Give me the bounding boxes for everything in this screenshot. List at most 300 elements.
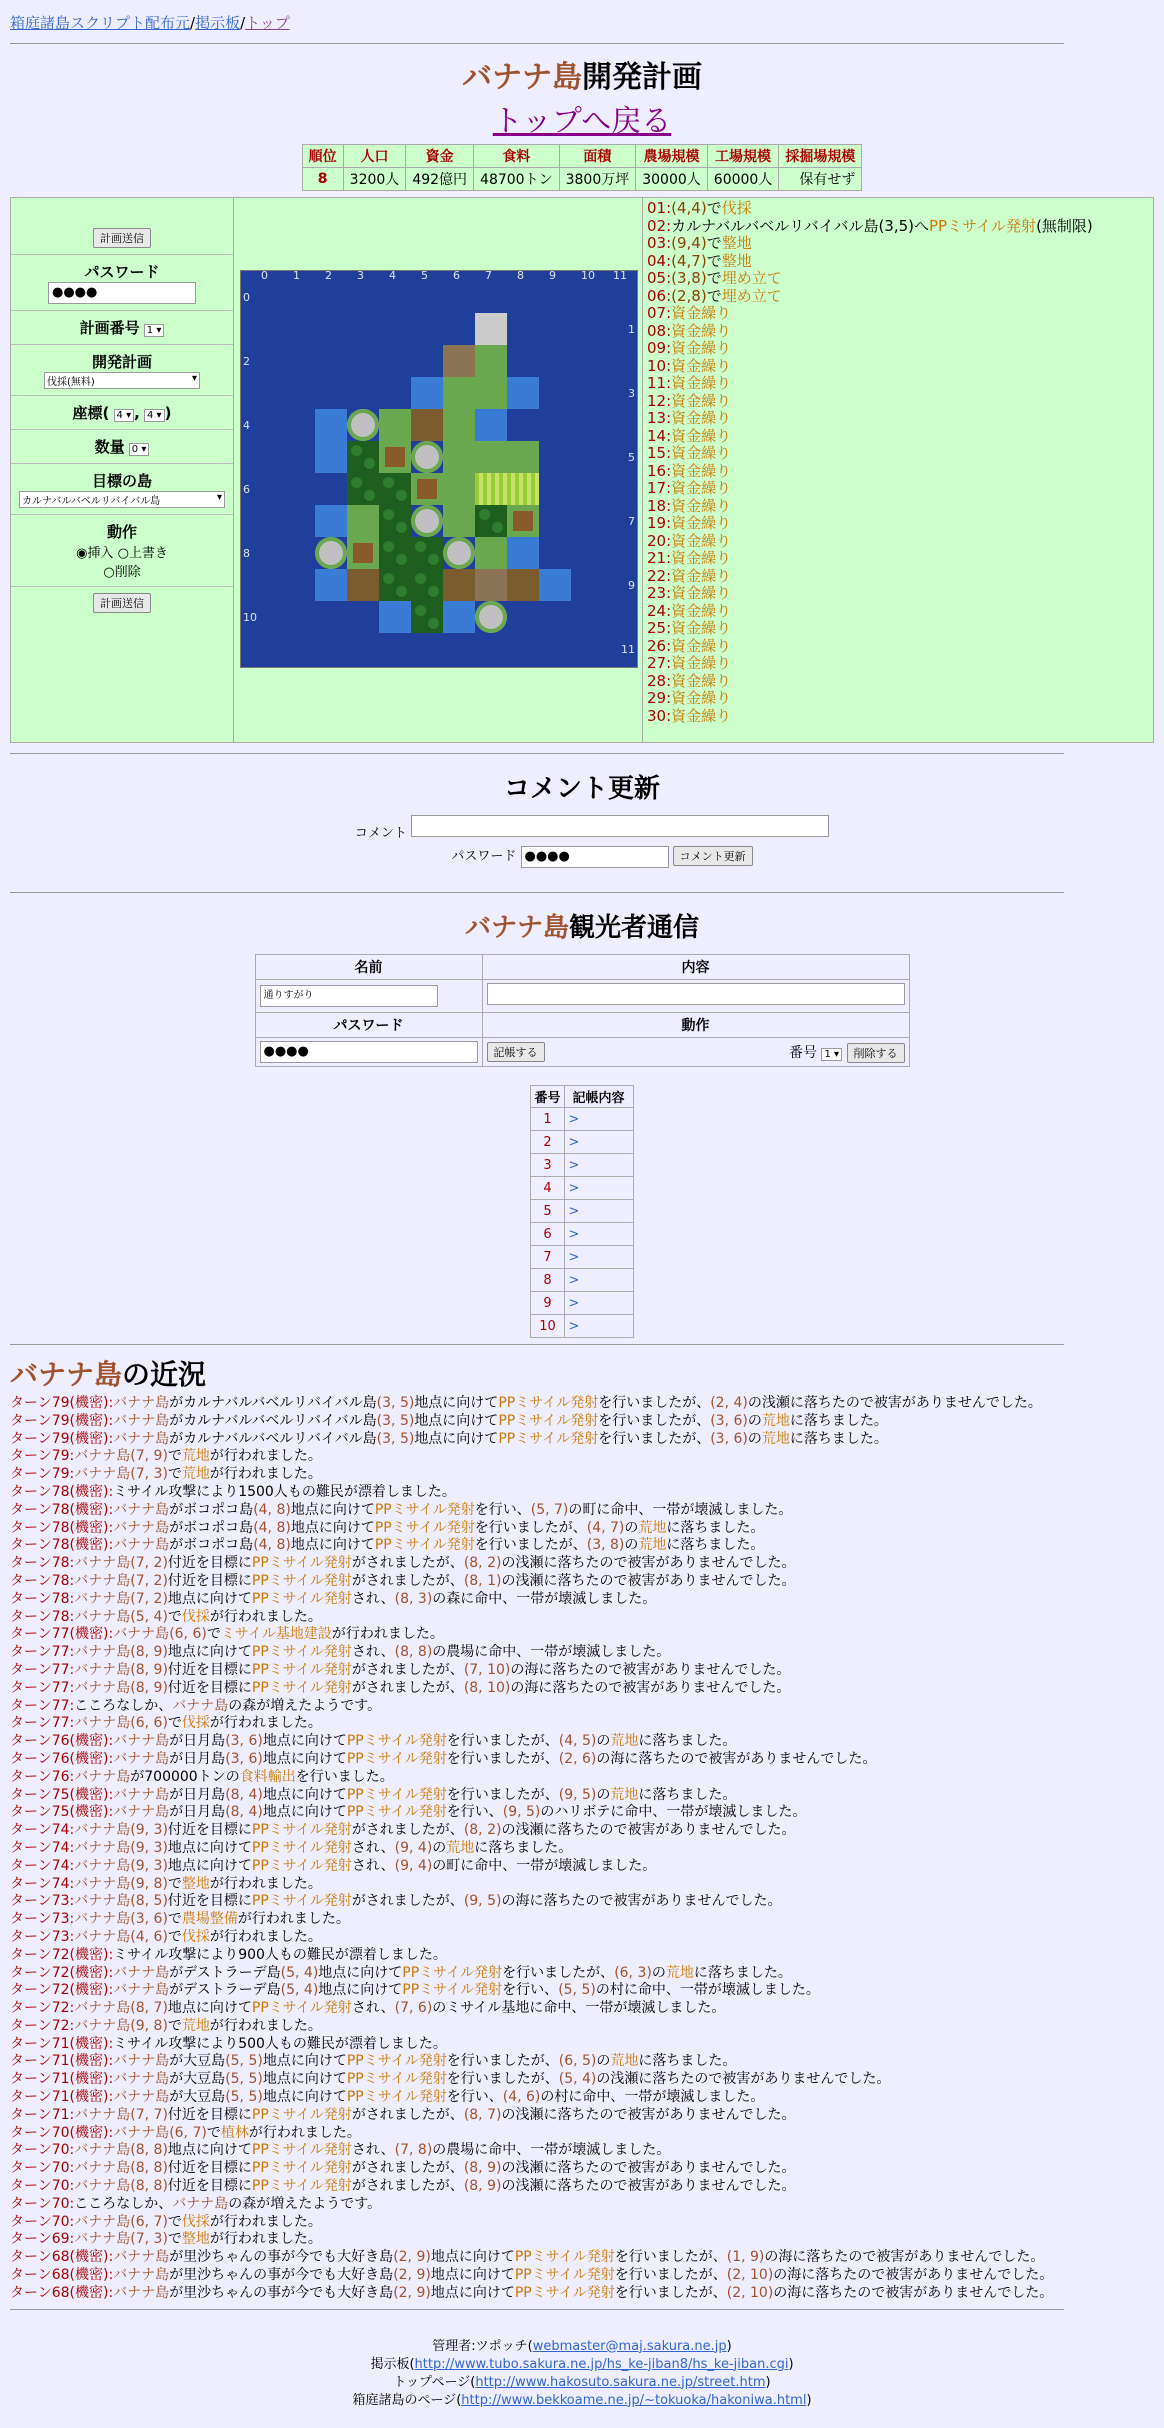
map-cell[interactable] <box>379 313 411 345</box>
plan-item[interactable] <box>647 428 1153 446</box>
map-cell[interactable] <box>283 633 315 665</box>
recent-text: バナナ島(9, 3)地点に向けてPPミサイル発射され、(9, 4)の荒地に落ちました。 <box>74 1839 573 1856</box>
map-cell[interactable] <box>251 345 283 377</box>
recent-item <box>10 1680 1154 1698</box>
map-cell[interactable] <box>251 633 283 665</box>
quantity-select[interactable] <box>129 443 150 456</box>
map-cell[interactable] <box>539 313 571 345</box>
log-row <box>531 1315 633 1338</box>
island-map[interactable] <box>240 270 638 668</box>
plan-item[interactable] <box>647 655 1153 673</box>
recent-text: バナナ島(6, 7)で植林が行われました。 <box>113 2124 361 2141</box>
divider <box>10 753 1064 754</box>
map-cell[interactable] <box>379 281 411 313</box>
map-cell[interactable] <box>251 441 283 473</box>
map-cell[interactable] <box>283 345 315 377</box>
map-col-label: 0 <box>261 269 268 282</box>
visitor-content-input[interactable] <box>487 983 905 1005</box>
password-input[interactable]: ●●●● <box>48 282 196 304</box>
visitor-title-suffix: 観光者通信 <box>569 913 700 943</box>
target-label: 目標の島 <box>91 472 152 490</box>
hakoniwa-link[interactable]: http://www.bekkoame.ne.jp/~tokuoka/hakoniwa.html <box>461 2392 807 2408</box>
map-cell[interactable] <box>443 633 475 665</box>
visitor-password-input[interactable]: ●●●● <box>260 1041 478 1063</box>
turn-label: ターン77(機密): <box>10 1626 114 1643</box>
plan-n: 09: <box>647 339 672 357</box>
map-col-label: 1 <box>293 269 300 282</box>
plan-item[interactable] <box>647 708 1153 726</box>
map-cell[interactable] <box>571 601 603 633</box>
map-cell[interactable] <box>411 505 443 537</box>
plan-item[interactable] <box>647 358 1153 376</box>
map-cell[interactable] <box>475 473 507 505</box>
map-cell[interactable] <box>507 281 539 313</box>
comment-update-button[interactable]: コメント更新 <box>673 846 753 866</box>
log-number: 4 <box>531 1177 564 1200</box>
log-row <box>531 1292 633 1315</box>
coord-y-value: 4 <box>146 410 154 421</box>
plan-item[interactable] <box>647 340 1153 358</box>
map-cell[interactable] <box>475 313 507 345</box>
plan-cmd: 資金繰り <box>671 321 732 340</box>
plan-mid: で <box>706 251 722 270</box>
map-cell[interactable] <box>411 441 443 473</box>
turn-label: ターン79: <box>10 1466 75 1483</box>
map-cell[interactable] <box>315 633 347 665</box>
map-cell[interactable] <box>379 601 411 633</box>
map-cell[interactable] <box>283 505 315 537</box>
delete-label: 削除 <box>114 565 141 580</box>
recent-title <box>10 1353 1154 1393</box>
map-cell[interactable] <box>539 505 571 537</box>
comment-input[interactable] <box>411 815 829 837</box>
map-cell[interactable] <box>475 505 507 537</box>
map-cell[interactable] <box>443 505 475 537</box>
recent-item <box>10 1787 1154 1805</box>
visitor-log-table <box>530 1085 633 1338</box>
map-cell[interactable] <box>315 409 347 441</box>
map-cell[interactable] <box>443 345 475 377</box>
map-cell[interactable] <box>347 441 379 473</box>
radio-insert[interactable]: ◉ <box>76 546 88 561</box>
target-island-select[interactable] <box>19 491 225 508</box>
recent-item <box>10 2178 1154 2196</box>
recent-item <box>10 1395 1154 1413</box>
plan-item[interactable] <box>647 393 1153 411</box>
map-cell[interactable] <box>347 473 379 505</box>
plan-mid: で <box>706 269 722 287</box>
map-cell[interactable] <box>283 473 315 505</box>
map-cell[interactable] <box>475 345 507 377</box>
plan-n: 07: <box>647 304 672 322</box>
password-section <box>11 255 233 311</box>
map-cell[interactable] <box>347 601 379 633</box>
plan-rest: (無制限) <box>1036 216 1093 235</box>
recent-item <box>10 1715 1154 1733</box>
map-cell[interactable] <box>411 281 443 313</box>
plan-item[interactable] <box>647 533 1153 551</box>
plan-item[interactable] <box>647 498 1153 516</box>
coord-y-select[interactable] <box>144 409 165 422</box>
log-no-header: 番号 <box>531 1086 564 1108</box>
map-cell[interactable] <box>443 441 475 473</box>
chevron-down-icon: ▾ <box>126 410 132 421</box>
plan-item[interactable] <box>647 515 1153 533</box>
map-cell[interactable] <box>251 281 283 313</box>
map-cell[interactable] <box>475 441 507 473</box>
plan-cmd: 資金繰り <box>671 374 732 392</box>
plan-cmd: 資金繰り <box>671 619 732 637</box>
map-cell[interactable] <box>507 537 539 569</box>
number-select[interactable] <box>821 1048 842 1061</box>
plan-item[interactable] <box>647 235 1153 253</box>
map-cell[interactable] <box>539 345 571 377</box>
recent-item <box>10 2036 1154 2054</box>
map-cell[interactable] <box>379 409 411 441</box>
map-cell[interactable] <box>251 377 283 409</box>
plan-cmd: 資金繰り <box>671 654 732 672</box>
plan-item[interactable] <box>647 218 1153 236</box>
map-cell[interactable] <box>411 473 443 505</box>
map-cell[interactable] <box>347 345 379 377</box>
map-cell[interactable] <box>315 281 347 313</box>
plan-item[interactable] <box>647 638 1153 656</box>
nav-link-top[interactable]: トップ <box>245 14 290 32</box>
map-cell[interactable] <box>539 601 571 633</box>
comment-section-title: コメント更新 <box>503 774 660 804</box>
comment-label: コメント <box>354 826 407 841</box>
recent-text: バナナ島が里沙ちゃんの事が今でも大好き島(2, 9)地点に向けてPPミサイル発射を行いましたが、(1, 9)の海に落ちたので被害がありませんでした。 <box>113 2249 1045 2266</box>
map-cell[interactable] <box>539 473 571 505</box>
map-cell[interactable] <box>475 377 507 409</box>
map-cell[interactable] <box>347 281 379 313</box>
map-cell[interactable] <box>571 377 603 409</box>
content-header: 内容 <box>482 955 909 980</box>
map-cell[interactable] <box>443 601 475 633</box>
map-cell[interactable] <box>539 569 571 601</box>
map-cell[interactable] <box>539 281 571 313</box>
plan-mid: で <box>706 234 722 252</box>
plan-item[interactable] <box>647 410 1153 428</box>
log-arrow-icon: > <box>564 1177 633 1200</box>
map-cell[interactable] <box>539 409 571 441</box>
map-cell[interactable] <box>603 473 635 505</box>
plan-item[interactable] <box>647 270 1153 288</box>
comment-password-input[interactable]: ●●●● <box>521 846 669 868</box>
map-cell[interactable] <box>315 313 347 345</box>
turn-label: ターン78: <box>10 1608 75 1625</box>
stat-value: 492億円 <box>406 168 474 191</box>
map-cell[interactable] <box>475 409 507 441</box>
map-cell[interactable] <box>411 569 443 601</box>
plan-item[interactable] <box>647 200 1153 218</box>
map-cell[interactable] <box>251 409 283 441</box>
map-cell[interactable] <box>571 441 603 473</box>
plan-cmd: 資金繰り <box>671 689 732 707</box>
recent-item <box>10 1591 1154 1609</box>
plan-cmd: 埋め立て <box>721 269 782 287</box>
dev-plan-select[interactable] <box>44 372 200 389</box>
map-cell[interactable] <box>251 569 283 601</box>
map-cell[interactable] <box>507 409 539 441</box>
map-cell[interactable] <box>283 281 315 313</box>
map-cell[interactable] <box>283 409 315 441</box>
map-cell[interactable] <box>507 505 539 537</box>
island-name: バナナ島 <box>10 1358 123 1391</box>
recent-item <box>10 1965 1154 1983</box>
recent-item <box>10 1448 1154 1466</box>
map-cell[interactable] <box>347 633 379 665</box>
plan-item[interactable] <box>647 305 1153 323</box>
map-cell[interactable] <box>475 601 507 633</box>
nav-link-script-source[interactable]: 箱庭諸島スクリプト配布元 <box>10 14 191 32</box>
map-cell[interactable] <box>347 313 379 345</box>
map-cell[interactable] <box>283 313 315 345</box>
map-cell[interactable] <box>315 441 347 473</box>
map-cell[interactable] <box>347 569 379 601</box>
admin-email-link[interactable]: webmaster@maj.sakura.ne.jp <box>532 2338 727 2354</box>
recent-item <box>10 1573 1154 1591</box>
map-cell[interactable] <box>379 569 411 601</box>
coord-x-select[interactable] <box>114 409 135 422</box>
map-cell[interactable] <box>379 473 411 505</box>
map-cell[interactable] <box>379 377 411 409</box>
submit-plan-button-bottom[interactable]: 計画送信 <box>93 593 151 613</box>
plan-n: 19: <box>647 514 672 532</box>
map-cell[interactable] <box>539 537 571 569</box>
turn-label: ターン77: <box>10 1697 75 1714</box>
map-cell[interactable] <box>347 409 379 441</box>
recent-item <box>10 1626 1154 1644</box>
plan-item[interactable] <box>647 463 1153 481</box>
map-cell[interactable] <box>283 377 315 409</box>
map-cell[interactable] <box>475 537 507 569</box>
plan-item[interactable] <box>647 253 1153 271</box>
log-number: 6 <box>531 1223 564 1246</box>
insert-label: 挿入 <box>87 546 114 561</box>
map-cell[interactable] <box>443 377 475 409</box>
map-cell[interactable] <box>443 281 475 313</box>
plan-item[interactable] <box>647 568 1153 586</box>
turn-label: ターン78(機密): <box>10 1537 114 1554</box>
plan-item[interactable] <box>647 323 1153 341</box>
plan-cmd: 埋め立て <box>721 286 782 305</box>
plan-item[interactable] <box>647 603 1153 621</box>
map-cell[interactable] <box>347 377 379 409</box>
map-cell[interactable] <box>539 441 571 473</box>
stat-value: 60000人 <box>707 168 779 191</box>
map-col-label: 7 <box>485 269 492 282</box>
map-cell[interactable] <box>443 537 475 569</box>
recent-item <box>10 1662 1154 1680</box>
plan-cmd: 資金繰り <box>671 304 732 322</box>
map-cell[interactable] <box>571 281 603 313</box>
map-cell[interactable] <box>571 473 603 505</box>
map-cell[interactable] <box>251 505 283 537</box>
map-cell[interactable] <box>507 473 539 505</box>
map-cell[interactable] <box>379 505 411 537</box>
map-cell[interactable] <box>475 281 507 313</box>
stat-value: 3200人 <box>343 168 406 191</box>
map-cell[interactable] <box>347 537 379 569</box>
map-cell[interactable] <box>571 409 603 441</box>
map-cell[interactable] <box>411 633 443 665</box>
recent-text: バナナ島(8, 8)付近を目標にPPミサイル発射がされましたが、(8, 9)の浅瀬に落ちたので被害がありませんでした。 <box>74 2160 796 2177</box>
submit-plan-button[interactable]: 計画送信 <box>93 228 151 248</box>
map-cell[interactable] <box>571 313 603 345</box>
turn-label: ターン68(機密): <box>10 2267 114 2284</box>
visitor-password-header: パスワード <box>255 1013 482 1038</box>
plan-cmd: 資金繰り <box>671 601 732 620</box>
paren-close: ) <box>788 2356 794 2372</box>
stat-header: 採掘場規模 <box>779 145 862 168</box>
map-cell[interactable] <box>411 313 443 345</box>
map-cell[interactable] <box>251 313 283 345</box>
turn-label: ターン76(機密): <box>10 1750 114 1767</box>
delete-button[interactable]: 削除する <box>847 1043 905 1063</box>
plan-item[interactable] <box>647 585 1153 603</box>
recent-item <box>10 2214 1154 2232</box>
map-cell[interactable] <box>379 345 411 377</box>
map-cell[interactable] <box>603 601 635 633</box>
plan-n: 28: <box>647 671 672 690</box>
map-cell[interactable] <box>603 345 635 377</box>
record-button[interactable]: 記帳する <box>487 1042 545 1062</box>
map-cell[interactable] <box>347 505 379 537</box>
submit-section-bottom <box>11 587 233 619</box>
recent-text: バナナ島が里沙ちゃんの事が今でも大好き島(2, 9)地点に向けてPPミサイル発射を行いましたが、(2, 10)の海に落ちたので被害がありませんでした。 <box>113 2284 1054 2301</box>
map-cell[interactable] <box>315 377 347 409</box>
radio-overwrite[interactable]: ○ <box>117 546 129 561</box>
map-cell[interactable] <box>379 633 411 665</box>
map-cell[interactable] <box>603 537 635 569</box>
map-cell[interactable] <box>507 313 539 345</box>
top-page-link[interactable]: http://www.hakosuto.sakura.ne.jp/street.htm <box>475 2374 766 2390</box>
map-cell[interactable] <box>443 409 475 441</box>
map-cell[interactable] <box>603 281 635 313</box>
plan-pos: (9,4) <box>671 234 707 252</box>
map-cell[interactable] <box>379 537 411 569</box>
map-cell[interactable] <box>283 441 315 473</box>
title-suffix: 開発計画 <box>582 60 702 95</box>
map-cell[interactable] <box>315 569 347 601</box>
stat-value: 48700トン <box>474 168 560 191</box>
recent-item <box>10 1520 1154 1538</box>
plan-item[interactable] <box>647 620 1153 638</box>
map-cell[interactable] <box>251 473 283 505</box>
stat-header: 順位 <box>302 145 343 168</box>
nav-link-bbs[interactable]: 掲示板 <box>195 14 241 32</box>
map-cell[interactable] <box>283 537 315 569</box>
map-cell[interactable] <box>411 409 443 441</box>
map-col-label: 6 <box>453 269 460 282</box>
map-cell[interactable] <box>475 569 507 601</box>
map-row-label: 0 <box>243 291 250 304</box>
back-to-top-link[interactable]: トップへ戻る <box>492 104 672 139</box>
map-cell[interactable] <box>283 569 315 601</box>
chevron-down-icon: ▾ <box>156 410 162 421</box>
turn-label: ターン68(機密): <box>10 2249 114 2266</box>
map-cell[interactable] <box>507 569 539 601</box>
stat-header: 資金 <box>406 145 474 168</box>
plan-item[interactable] <box>647 375 1153 393</box>
map-cell[interactable] <box>315 537 347 569</box>
map-cell[interactable] <box>507 633 539 665</box>
plan-n: 25: <box>647 619 672 637</box>
map-cell[interactable] <box>507 441 539 473</box>
map-cell[interactable] <box>571 569 603 601</box>
plan-n: 23: <box>647 584 672 602</box>
turn-label: ターン72(機密): <box>10 1946 114 1963</box>
action-label: 動作 <box>106 523 137 541</box>
plan-item[interactable] <box>647 673 1153 691</box>
map-cell[interactable] <box>539 633 571 665</box>
page-title <box>0 52 1164 96</box>
map-cell[interactable] <box>443 569 475 601</box>
recent-text: バナナ島が日月島(8, 4)地点に向けてPPミサイル発射を行いましたが、(9, 5)の荒地に落ちました。 <box>113 1786 737 1803</box>
map-cell[interactable] <box>379 441 411 473</box>
map-cell[interactable] <box>411 601 443 633</box>
map-cell[interactable] <box>315 505 347 537</box>
recent-text: バナナ島が日月島(3, 6)地点に向けてPPミサイル発射を行いましたが、(2, 6)の海に落ちたので被害がありませんでした。 <box>113 1750 877 1767</box>
map-cell[interactable] <box>443 313 475 345</box>
map-cell[interactable] <box>475 633 507 665</box>
dev-plan-value: 伐採(無料) <box>47 377 95 388</box>
map-cell[interactable] <box>507 377 539 409</box>
map-cell[interactable] <box>507 601 539 633</box>
map-cell[interactable] <box>571 345 603 377</box>
plan-cmd: 資金繰り <box>671 409 732 427</box>
plan-item[interactable] <box>647 550 1153 568</box>
map-cell[interactable] <box>251 537 283 569</box>
plan-item[interactable] <box>647 690 1153 708</box>
map-cell[interactable] <box>571 505 603 537</box>
plan-n: 29: <box>647 689 672 707</box>
recent-text: バナナ島(9, 3)地点に向けてPPミサイル発射され、(9, 4)の町に命中、一帯が壊滅しました。 <box>74 1857 657 1874</box>
action-section <box>11 515 233 587</box>
turn-label: ターン74: <box>10 1822 75 1839</box>
log-arrow-icon: > <box>564 1223 633 1246</box>
plan-item[interactable] <box>647 445 1153 463</box>
map-cell[interactable] <box>283 601 315 633</box>
map-cell[interactable] <box>315 601 347 633</box>
plan-item[interactable] <box>647 480 1153 498</box>
map-cell[interactable] <box>315 345 347 377</box>
map-cell[interactable] <box>411 377 443 409</box>
plan-cmd: 資金繰り <box>671 391 732 410</box>
map-cell[interactable] <box>443 473 475 505</box>
map-cell[interactable] <box>571 537 603 569</box>
recent-item <box>10 1431 1154 1449</box>
map-cell[interactable] <box>571 633 603 665</box>
map-cell[interactable] <box>411 537 443 569</box>
map-cell[interactable] <box>315 473 347 505</box>
recent-item <box>10 1698 1154 1716</box>
map-cell[interactable] <box>603 409 635 441</box>
recent-title-suffix: の近況 <box>122 1358 207 1391</box>
plan-number-select[interactable] <box>144 324 165 337</box>
plan-n: 22: <box>647 566 672 585</box>
plan-item[interactable] <box>647 288 1153 306</box>
chevron-down-icon: ▾ <box>141 444 147 455</box>
bbs-link[interactable]: http://www.tubo.sakura.ne.jp/hs_ke-jiban8/hs_ke-jiban.cgi <box>414 2356 789 2372</box>
turn-label: ターン72(機密): <box>10 1964 114 1981</box>
map-cell[interactable] <box>507 345 539 377</box>
map-cell[interactable] <box>539 377 571 409</box>
visitor-name-input[interactable]: 通りすがり <box>260 985 438 1007</box>
map-cell[interactable] <box>411 345 443 377</box>
radio-delete[interactable]: ○ <box>103 565 115 580</box>
